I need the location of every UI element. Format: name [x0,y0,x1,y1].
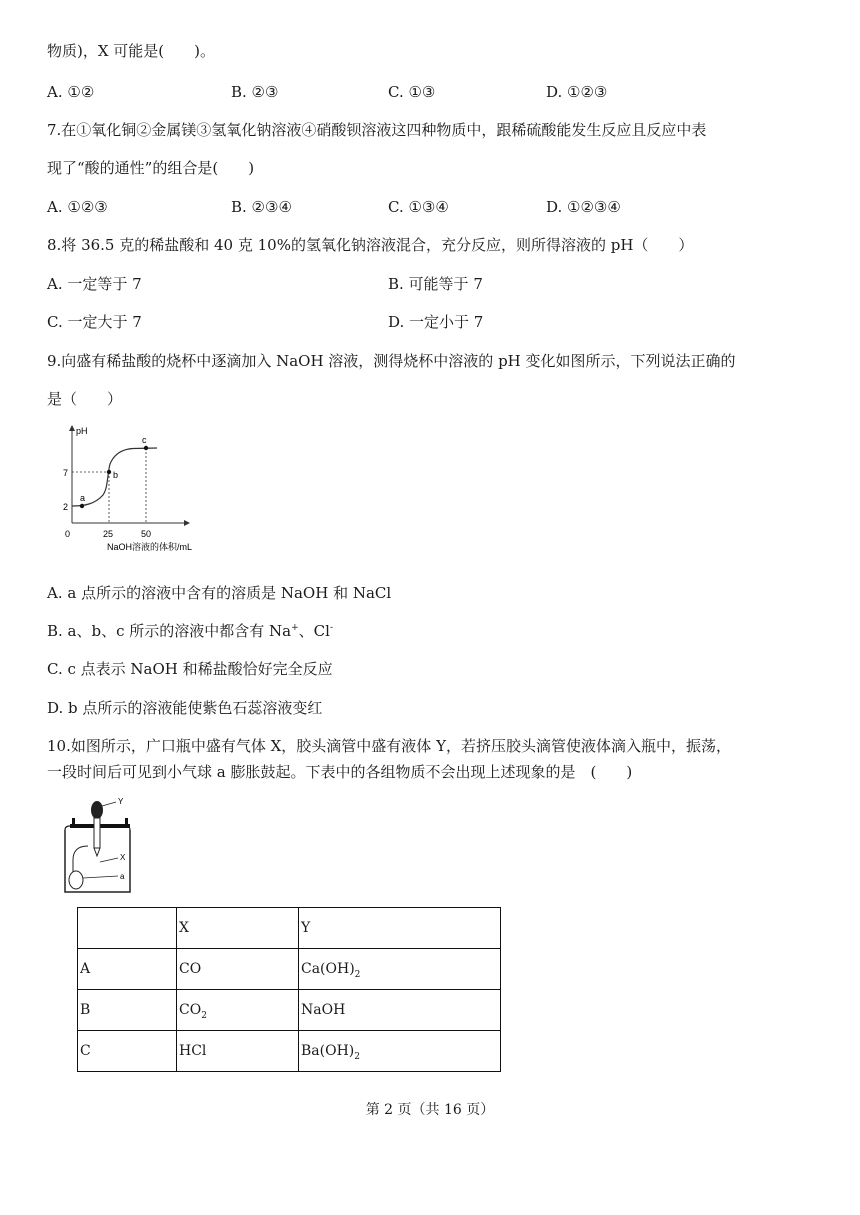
bottle-apparatus-figure [58,790,140,896]
ph-curve-figure [55,420,195,556]
q6-tail: 物质)，X 可能是( )。 [47,42,216,60]
q7-option-b: B. ②③④ [231,198,292,216]
page-footer: 第 2 页（共 16 页） [365,1102,495,1118]
y-tick-2: 2 [63,502,69,512]
point-c [144,446,148,450]
q8-option-a: A. 一定等于 7 [47,275,142,293]
x-axis-label: NaOH溶液的体积/mL [107,542,193,552]
y-axis-label: pH [76,426,88,436]
q7-stem-line1: 7.在①氧化铜②金属镁③氢氧化钠溶液④硝酸钡溶液这四种物质中，跟稀硫酸能发生反应且反应中表 [47,121,707,139]
q9-option-d: D. b 点所示的溶液能使紫色石蕊溶液变红 [47,699,323,717]
cell-x: HCl [177,1031,299,1072]
point-b [107,470,111,474]
cell-y: NaOH [299,990,501,1031]
point-b-label: b [113,470,119,480]
label-y: Y [118,797,124,806]
q7-option-c: C. ①③④ [388,198,449,216]
cell-y: $Ca(OH)_2$ [299,949,501,990]
table-header-cell [78,908,177,949]
q10-stem-line1: 10.如图所示，广口瓶中盛有气体 X，胶头滴管中盛有液体 Y，若挤压胶头滴管使液体滴入瓶中，振荡， [47,737,731,755]
label-x: X [120,853,126,862]
q9-stem-line2: 是（ ） [47,390,123,408]
q8-stem: 8.将 36.5 克的稀盐酸和 40 克 10%的氢氧化钠溶液混合，充分反应，则所得溶液的 pH（ ） [47,236,694,254]
point-a [80,504,84,508]
x-tick-25: 25 [103,529,114,539]
q8-option-b: B. 可能等于 7 [388,275,483,293]
q9-stem-line1: 9.向盛有稀盐酸的烧杯中逐滴加入 NaOH 溶液，测得烧杯中溶液的 pH 变化如图所示，下列说法正确的 [47,352,736,370]
q9-option-b: B. a、b、c 所示的溶液中都含有 Na+、Cl- [47,622,333,640]
cell-x: CO [177,949,299,990]
x-tick-50: 50 [141,529,152,539]
q7-stem-line2: 现了“酸的通性”的组合是( ) [47,159,255,177]
q9-option-a: A. a 点所示的溶液中含有的溶质是 NaOH 和 NaCl [47,584,392,602]
balloon-a [69,871,83,889]
row-label: C [78,1031,177,1072]
origin-label: 0 [65,529,71,539]
cell-x: $CO_2$ [177,990,299,1031]
q8-option-d: D. 一定小于 7 [388,313,484,331]
table-row [78,949,501,990]
q7-option-d: D. ①②③④ [546,198,621,216]
cell-y: $Ba(OH)_2$ [299,1031,501,1072]
table-header-row [78,908,501,949]
row-label: B [78,990,177,1031]
q6-option-a: A. ①② [47,83,95,101]
q10-stem-line2: 一段时间后可见到小气球 a 膨胀鼓起。下表中的各组物质不会出现上述现象的是 ( ) [47,763,633,781]
y-tick-7: 7 [63,468,69,478]
q8-option-c: C. 一定大于 7 [47,313,142,331]
q10-table [77,907,501,1072]
q6-option-d: D. ①②③ [546,83,608,101]
table-header-x: X [177,908,299,949]
point-a-label: a [80,493,86,503]
dropper-bulb [91,801,103,819]
label-a: a [120,872,125,881]
dropper-tube [94,818,100,848]
table-row [78,1031,501,1072]
point-c-label: c [142,435,147,445]
table-header-y: Y [299,908,501,949]
q7-option-a: A. ①②③ [47,198,108,216]
table-row [78,990,501,1031]
row-label: A [78,949,177,990]
q6-option-b: B. ②③ [231,83,279,101]
q6-option-c: C. ①③ [388,83,436,101]
q9-option-c: C. c 点表示 NaOH 和稀盐酸恰好完全反应 [47,660,333,678]
